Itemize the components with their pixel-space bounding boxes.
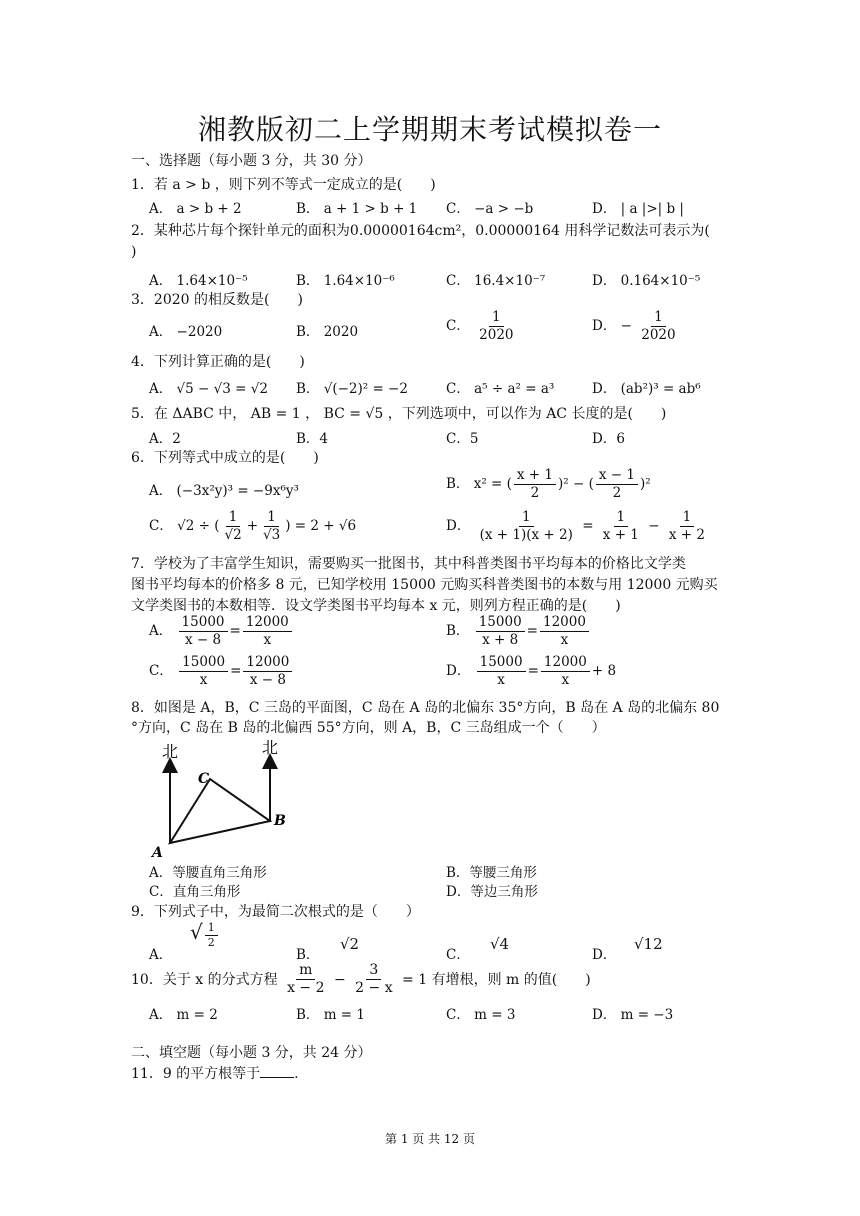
- q2-option-d: D． 0.164×10⁻⁵: [592, 273, 701, 289]
- fraction: $\frac{12000}{x}$: [243, 615, 292, 648]
- q6-option-a: A． (−3x²y)³ = −9x⁶y³: [149, 483, 299, 499]
- q4-option-d: D． (ab²)³ = ab⁶: [592, 381, 701, 397]
- exam-title: 湘教版初二上学期期末考试模拟卷一: [197, 113, 662, 146]
- question-10: 10．关于 x 的分式方程 $\frac{m}{x - 2}$ − $\frac{3}{2 - x}$ = 1 有增根，则 m 的值( ): [131, 962, 591, 997]
- question-3: 3．2020 的相反数是( ): [131, 292, 303, 308]
- q9-option-c: √4: [490, 935, 510, 953]
- q1-option-b: B． a + 1 > b + 1: [296, 201, 418, 217]
- fraction: $\frac{15000}{x}$: [179, 655, 228, 688]
- q5-option-c: C．5: [446, 431, 479, 447]
- q7-option-a: A． $\frac{15000}{x - 8}$ = $\frac{12000}{x}$: [149, 615, 294, 648]
- q3-option-b: B． 2020: [296, 324, 359, 340]
- north-label-b: 北: [262, 738, 279, 757]
- q3-option-a: A． −2020: [149, 324, 223, 340]
- fraction: $\frac{15000}{x}$: [477, 655, 526, 688]
- section-choice-heading: 一、选择题（每小题 3 分，共 30 分）: [131, 153, 372, 169]
- q7-option-b: B． $\frac{15000}{x + 8}$ = $\frac{12000}{x}$: [446, 615, 591, 648]
- island-diagram: [140, 735, 300, 860]
- q1-option-a: A． a > b + 2: [149, 201, 242, 217]
- answer-blank: [260, 1065, 294, 1078]
- fraction: $\frac{15000}{x + 8}$: [476, 615, 525, 648]
- q2-option-a: A． 1.64×10⁻⁵: [149, 273, 248, 289]
- q3-option-d: D． − $\frac{1}{2020}$: [592, 310, 681, 343]
- question-1: 1．若 a > b ，则下列不等式一定成立的是( ): [131, 177, 436, 193]
- question-6: 6．下列等式中成立的是( ): [131, 450, 319, 466]
- q1-option-d: D． | a |>| b |: [592, 201, 684, 217]
- question-2: 2．某种芯片每个探针单元的面积为0.00000164cm²，0.00000164 用科学记数法可表示为(: [131, 223, 710, 239]
- page-footer: 第 1 页 共 12 页: [385, 1132, 475, 1146]
- q3-option-c: C． $\frac{1}{2020}$: [446, 310, 519, 343]
- fraction: $\frac{x - 1}{2}$: [596, 468, 638, 501]
- fraction: $\frac{15000}{x - 8}$: [179, 615, 228, 648]
- q1-option-c: C． −a > −b: [446, 201, 534, 217]
- q9-option-a-label: A．: [149, 947, 173, 963]
- fraction: $\frac{12000}{x - 8}$: [243, 655, 292, 688]
- fraction: $\frac{1}{2}$: [205, 922, 218, 949]
- fraction: $\frac{12000}{x}$: [540, 615, 589, 648]
- q9-option-b-label: B．: [296, 947, 320, 963]
- q8-option-a: A．等腰直角三角形: [149, 865, 267, 881]
- fraction: $\frac{1}{x + 1}$: [602, 509, 639, 543]
- q8-option-d: D．等边三角形: [446, 884, 538, 900]
- q10-option-d: D． m = −3: [592, 1007, 674, 1023]
- q9-option-d-label: D．: [592, 947, 617, 963]
- triangle-abc: [170, 779, 270, 843]
- q6-option-c: C． √2 ÷ ( $\frac{1}{√2}$ + $\frac{1}{√3}$ ) = 2 + √6: [149, 509, 357, 543]
- q10-option-b: B． m = 1: [296, 1007, 365, 1023]
- q9-option-d: √12: [634, 935, 663, 953]
- fraction: $\frac{1}{x + 2}$: [668, 509, 705, 543]
- question-7-line-3: 文学类图书的本数相等．设文学类图书平均每本 x 元，则列方程正确的是( ): [131, 598, 621, 614]
- q7-option-c: C． $\frac{15000}{x}$ = $\frac{12000}{x - 8}$: [149, 655, 294, 688]
- q2-option-b: B． 1.64×10⁻⁶: [296, 273, 395, 289]
- q2-option-c: C． 16.4×10⁻⁷: [446, 273, 546, 289]
- question-8-line-2: °方向，C 岛在 B 岛的北偏西 55°方向，则 A，B，C 三岛组成一个（ ）: [131, 720, 606, 736]
- label-a: A: [152, 845, 163, 860]
- fraction: $\frac{m}{x - 2}$: [287, 962, 325, 997]
- fraction: $\frac{1}{2020}$: [641, 309, 676, 343]
- q6-option-b: B． x² = ( $\frac{x + 1}{2}$ )² − ( $\frac{x - 1}{2}$ )²: [446, 467, 651, 501]
- question-4: 4．下列计算正确的是( ): [131, 354, 305, 370]
- label-c: C: [198, 771, 210, 787]
- question-5: 5．在 ΔABC 中， AB = 1 ， BC = √5 ，下列选项中，可以作为 AC 长度的是( ): [131, 406, 667, 422]
- q4-option-b: B． √(−2)² = −2: [296, 381, 408, 397]
- question-2-cont: ): [131, 244, 137, 260]
- q8-option-b: B．等腰三角形: [446, 865, 537, 881]
- q8-option-c: C．直角三角形: [149, 884, 241, 900]
- fraction: $\frac{1}{√3}$: [263, 509, 281, 543]
- q9-option-a: √ $\frac{1}{2}$: [190, 920, 220, 949]
- question-8-line-1: 8．如图是 A，B，C 三岛的平面图，C 岛在 A 岛的北偏东 35°方向，B 岛在 A 岛的北偏东 80: [131, 700, 720, 716]
- fraction: $\frac{12000}{x}$: [541, 655, 590, 688]
- q4-option-c: C． a⁵ ÷ a² = a³: [446, 381, 555, 397]
- question-7-line-1: 7．学校为了丰富学生知识，需要购买一批图书，其中科普类图书平均每本的价格比文学类: [131, 556, 686, 572]
- fraction: $\frac{1}{√2}$: [224, 509, 242, 543]
- fraction: $\frac{3}{2 - x}$: [355, 962, 393, 997]
- q10-option-c: C． m = 3: [446, 1007, 516, 1023]
- question-7-line-2: 图书平均每本的价格多 8 元，已知学校用 15000 元购买科普类图书的本数与用 12000 元购买: [131, 577, 718, 593]
- fraction: $\frac{1}{(x + 1)(x + 2)}$: [479, 509, 573, 543]
- q6-option-d: D． $\frac{1}{(x + 1)(x + 2)}$ = $\frac{1}{x + 1}$ − $\frac{1}{x + 2}$: [446, 510, 710, 543]
- q7-option-d: D． $\frac{15000}{x}$ = $\frac{12000}{x}$ + 8: [446, 654, 617, 688]
- q5-option-a: A．2: [149, 431, 181, 447]
- q5-option-b: B．4: [296, 431, 329, 447]
- label-b: B: [274, 813, 286, 829]
- q5-option-d: D．6: [592, 431, 625, 447]
- fraction: $\frac{x + 1}{2}$: [514, 468, 556, 501]
- north-label-a: 北: [162, 742, 179, 761]
- q10-option-a: A． m = 2: [149, 1007, 218, 1023]
- q4-option-a: A． √5 − √3 = √2: [149, 381, 268, 397]
- fraction: $\frac{1}{2020}$: [479, 309, 514, 343]
- q9-option-c-label: C．: [446, 947, 470, 963]
- question-9: 9．下列式子中，为最简二次根式的是（ ）: [131, 904, 420, 920]
- question-11: 11．9 的平方根等于 .: [131, 1066, 299, 1082]
- q9-option-b: √2: [340, 935, 360, 953]
- section-fill-heading: 二、填空题（每小题 3 分，共 24 分）: [131, 1045, 372, 1061]
